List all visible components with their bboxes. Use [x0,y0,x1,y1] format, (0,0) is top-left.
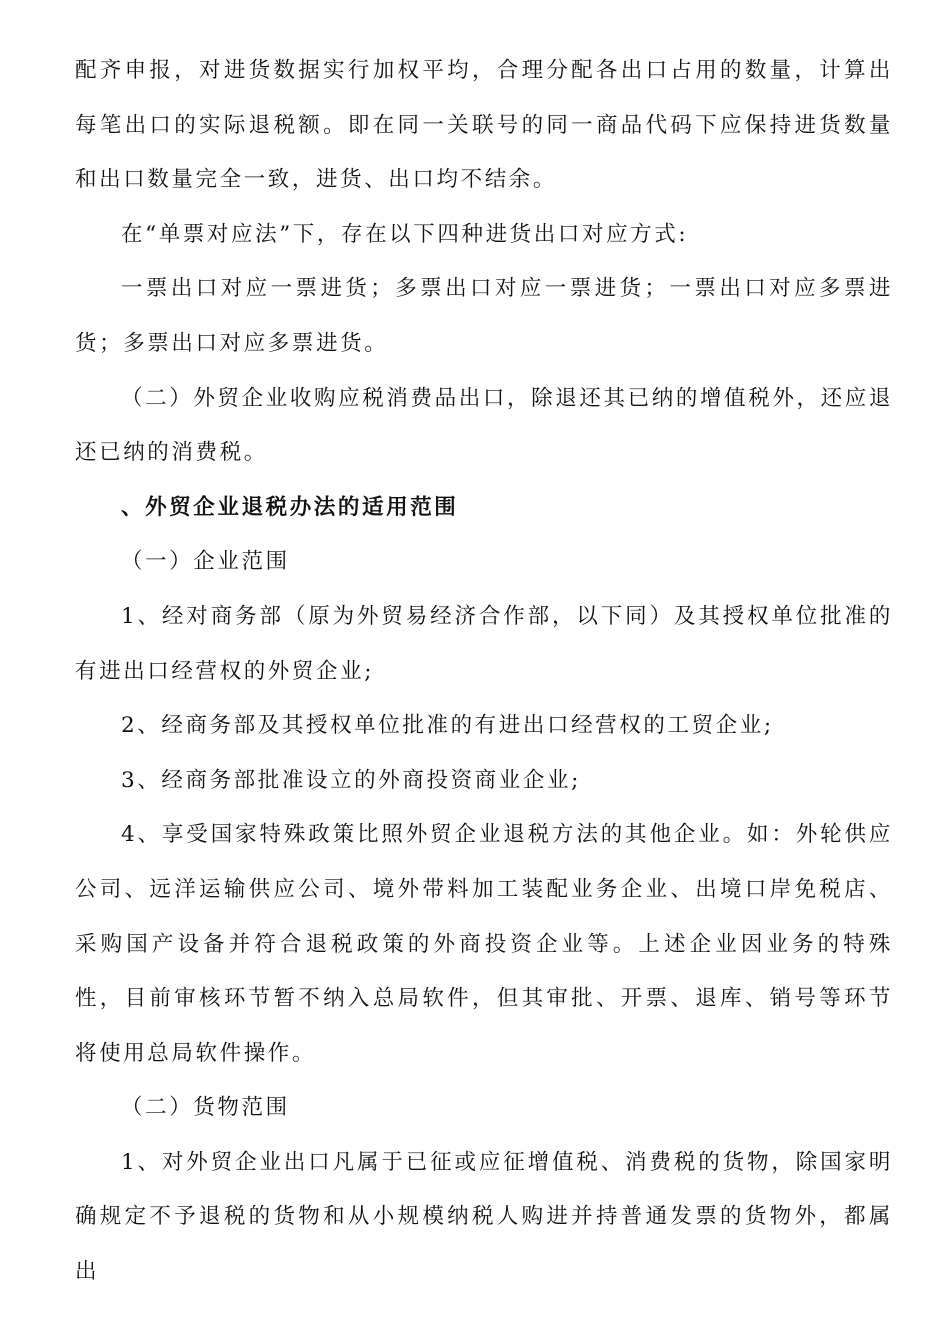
goods-item-1: 1、对外贸企业出口凡属于已征或应征增值税、消费税的货物，除国家明确规定不予退税的货物和从小规模纳税人购进并持普通发票的货物外，都属出 [75,1149,893,1285]
subheading-goods-scope: （二）货物范围 [121,1095,290,1121]
subheading-enterprise-scope: （一）企业范围 [121,549,290,575]
paragraph-correspondence-intro: 在“单票对应法”下，存在以下四种进货出口对应方式: [121,221,689,247]
section-heading-scope: 、外贸企业退税办法的适用范围 [121,494,459,520]
list-item-4: 4、享受国家特殊政策比照外贸企业退税方法的其他企业。如：外轮供应公司、远洋运输供应公司、境外带料加工装配业务企业、出境口岸免税店、采购国产设备并符合退税政策的外商投资企业等。上述企业因业务的特殊性，目前审核环节暂不纳入总局软件，但其审批、开票、退库、销号等环节将使用总局软件操作。 [75,822,893,1066]
list-item-1: 1、经对商务部（原为外贸易经济合作部，以下同）及其授权单位批准的有进出口经营权的外贸企业; [75,603,893,684]
paragraph-continuation: 配齐申报，对进货数据实行加权平均，合理分配各出口占用的数量，计算出每笔出口的实际退税额。即在同一关联号的同一商品代码下应保持进货数量和出口数量完全一致，进货、出口均不结余。 [75,58,893,193]
document-page [75,44,893,1300]
paragraph-correspondence-types: 一票出口对应一票进货；多票出口对应一票进货；一票出口对应多票进货；多票出口对应多票进货。 [75,276,893,356]
list-item-3: 3、经商务部批准设立的外商投资商业企业; [121,767,581,793]
paragraph-consumption-tax: （二）外贸企业收购应税消费品出口，除退还其已纳的增值税外，还应退还已纳的消费税。 [75,385,893,466]
list-item-2: 2、经商务部及其授权单位批准的有进出口经营权的工贸企业; [121,713,774,739]
